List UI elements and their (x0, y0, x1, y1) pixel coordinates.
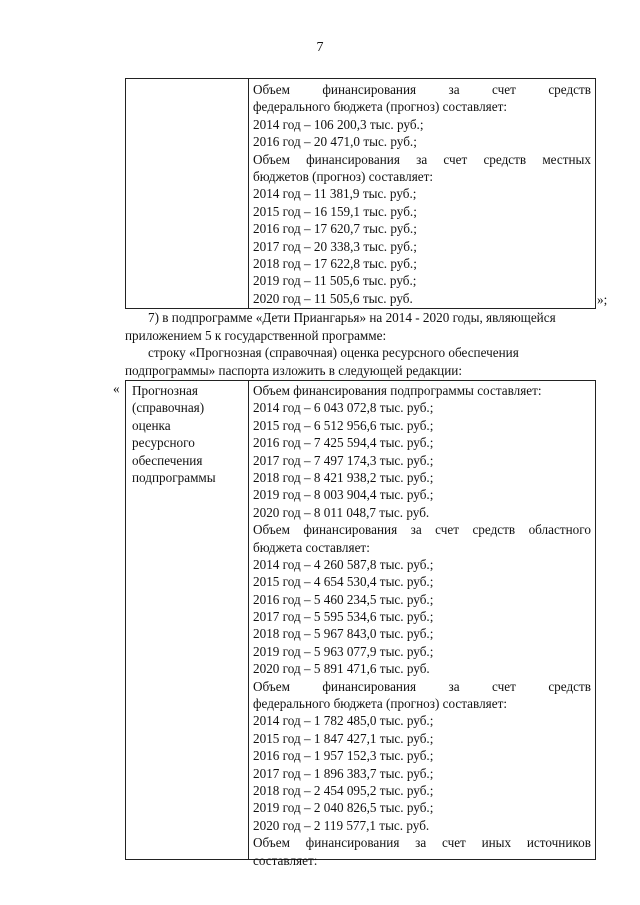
word: за (448, 678, 460, 694)
word: за (416, 151, 428, 167)
text-line: 2014 год – 106 200,3 тыс. руб.; (253, 116, 424, 132)
word: Объем (253, 835, 290, 851)
text-line: 2018 год – 2 454 095,2 тыс. руб.; (253, 782, 434, 798)
text-line: федерального бюджета (прогноз) составляет: (253, 696, 508, 712)
page-number: 7 (316, 40, 324, 55)
word: Объем (253, 82, 290, 97)
text-line: 2014 год – 11 381,9 тыс. руб.; (253, 186, 417, 202)
word: за (448, 82, 460, 97)
text-line: 2016 год – 20 471,0 тыс. руб.; (253, 134, 417, 150)
word: местных (542, 151, 591, 167)
word: средств (483, 151, 527, 167)
text-line: 2015 год – 1 847 427,1 тыс. руб.; (253, 730, 434, 746)
text-line: Прогнозная (132, 383, 198, 398)
text-line: 2015 год – 6 512 956,6 тыс. руб.; (253, 417, 434, 433)
text-line: федерального бюджета (прогноз) составляет: (253, 99, 508, 115)
word: финансирования (305, 835, 400, 851)
text-line: ресурсного (132, 435, 195, 451)
text-line (253, 81, 591, 98)
word: иных (481, 835, 512, 851)
word: источников (526, 835, 591, 851)
text-line: 2016 год – 5 460 234,5 тыс. руб.; (253, 591, 434, 607)
text-line: 2014 год – 4 260 587,8 тыс. руб.; (253, 556, 434, 572)
text-line: 2014 год – 6 043 072,8 тыс. руб.; (253, 400, 434, 416)
text-line: 2019 год – 11 505,6 тыс. руб.; (253, 273, 417, 289)
text-line: 2020 год – 11 505,6 тыс. руб. (253, 290, 413, 306)
word: финансирования (303, 522, 398, 538)
word: Объем (253, 151, 290, 167)
funding-text-cell (253, 81, 591, 307)
column-divider (248, 79, 249, 308)
text-line: 2016 год – 1 957 152,3 тыс. руб.; (253, 748, 434, 764)
text-line: (справочная) (132, 400, 205, 416)
text-line: 2016 год – 17 620,7 тыс. руб.; (253, 221, 417, 237)
text-line: 2020 год – 8 011 048,7 тыс. руб. (253, 504, 430, 520)
text-line: составляет: (253, 852, 318, 868)
text-line: 2020 год – 5 891 471,6 тыс. руб. (253, 661, 430, 677)
text-line: 2017 год – 7 497 174,3 тыс. руб.; (253, 452, 434, 468)
word: Объем (253, 678, 290, 694)
word: средств (472, 522, 516, 538)
text-line: Объем финансирования подпрограммы составляет: (253, 383, 542, 398)
word: финансирования (322, 82, 417, 97)
text-line: 2018 год – 8 421 938,2 тыс. руб.; (253, 469, 434, 485)
row-heading-cell (132, 382, 244, 486)
word: финансирования (306, 151, 400, 167)
resource-estimate-table (125, 380, 596, 868)
column-divider (248, 381, 249, 859)
text-line: 2019 год – 8 003 904,4 тыс. руб.; (253, 487, 434, 503)
instruction-line-2: подпрограммы» паспорта изложить в следующей редакции: (125, 363, 463, 378)
text-line: 2015 год – 4 654 530,4 тыс. руб.; (253, 574, 434, 590)
paragraph-7-line-1: 7) в подпрограмме «Дети Приангарья» на 2014 - 2020 годы, являющейся (148, 310, 556, 325)
funding-table-continued (125, 78, 596, 309)
word: Объем (253, 522, 290, 538)
word: счет (443, 151, 468, 167)
text-line (253, 834, 591, 851)
text-line: 2019 год – 2 040 826,5 тыс. руб.; (253, 800, 434, 816)
text-line: 2016 год – 7 425 594,4 тыс. руб.; (253, 435, 434, 451)
text-line: 2020 год – 2 119 577,1 тыс. руб. (253, 817, 430, 833)
word: счет (492, 678, 516, 694)
text-line: 2017 год – 1 896 383,7 тыс. руб.; (253, 765, 434, 781)
text-line: 2017 год – 5 595 534,6 тыс. руб.; (253, 609, 434, 625)
text-line (253, 151, 591, 168)
closing-quote-mark: »; (597, 292, 608, 307)
word: средств (548, 82, 591, 97)
text-line: 2014 год – 1 782 485,0 тыс. руб.; (253, 713, 434, 729)
word: областного (528, 522, 591, 538)
text-line (253, 521, 591, 538)
text-line: подпрограммы (132, 469, 216, 485)
funding-text-cell (253, 382, 591, 869)
instruction-line-1: строку «Прогнозная (справочная) оценка ресурсного обеспечения (148, 345, 519, 360)
text-line (253, 678, 591, 695)
text-line: обеспечения (132, 452, 203, 468)
text-line: 2015 год – 16 159,1 тыс. руб.; (253, 203, 417, 219)
word: счет (441, 835, 466, 851)
paragraph-7-line-2: приложением 5 к государственной программе: (125, 328, 387, 343)
word: финансирования (322, 678, 417, 694)
text-line: бюджетов (прогноз) составляет: (253, 168, 434, 184)
opening-quote-mark: « (113, 381, 120, 396)
text-line: 2018 год – 5 967 843,0 тыс. руб.; (253, 626, 434, 642)
text-line: 2018 год – 17 622,8 тыс. руб.; (253, 255, 417, 271)
word: счет (492, 82, 516, 97)
text-line: бюджета составляет: (253, 539, 370, 555)
word: средств (548, 678, 591, 694)
text-line: оценка (132, 417, 171, 433)
text-line: 2017 год – 20 338,3 тыс. руб.; (253, 238, 417, 254)
word: за (415, 835, 427, 851)
text-line: 2019 год – 5 963 077,9 тыс. руб.; (253, 643, 434, 659)
word: счет (435, 522, 459, 538)
word: за (410, 522, 422, 538)
